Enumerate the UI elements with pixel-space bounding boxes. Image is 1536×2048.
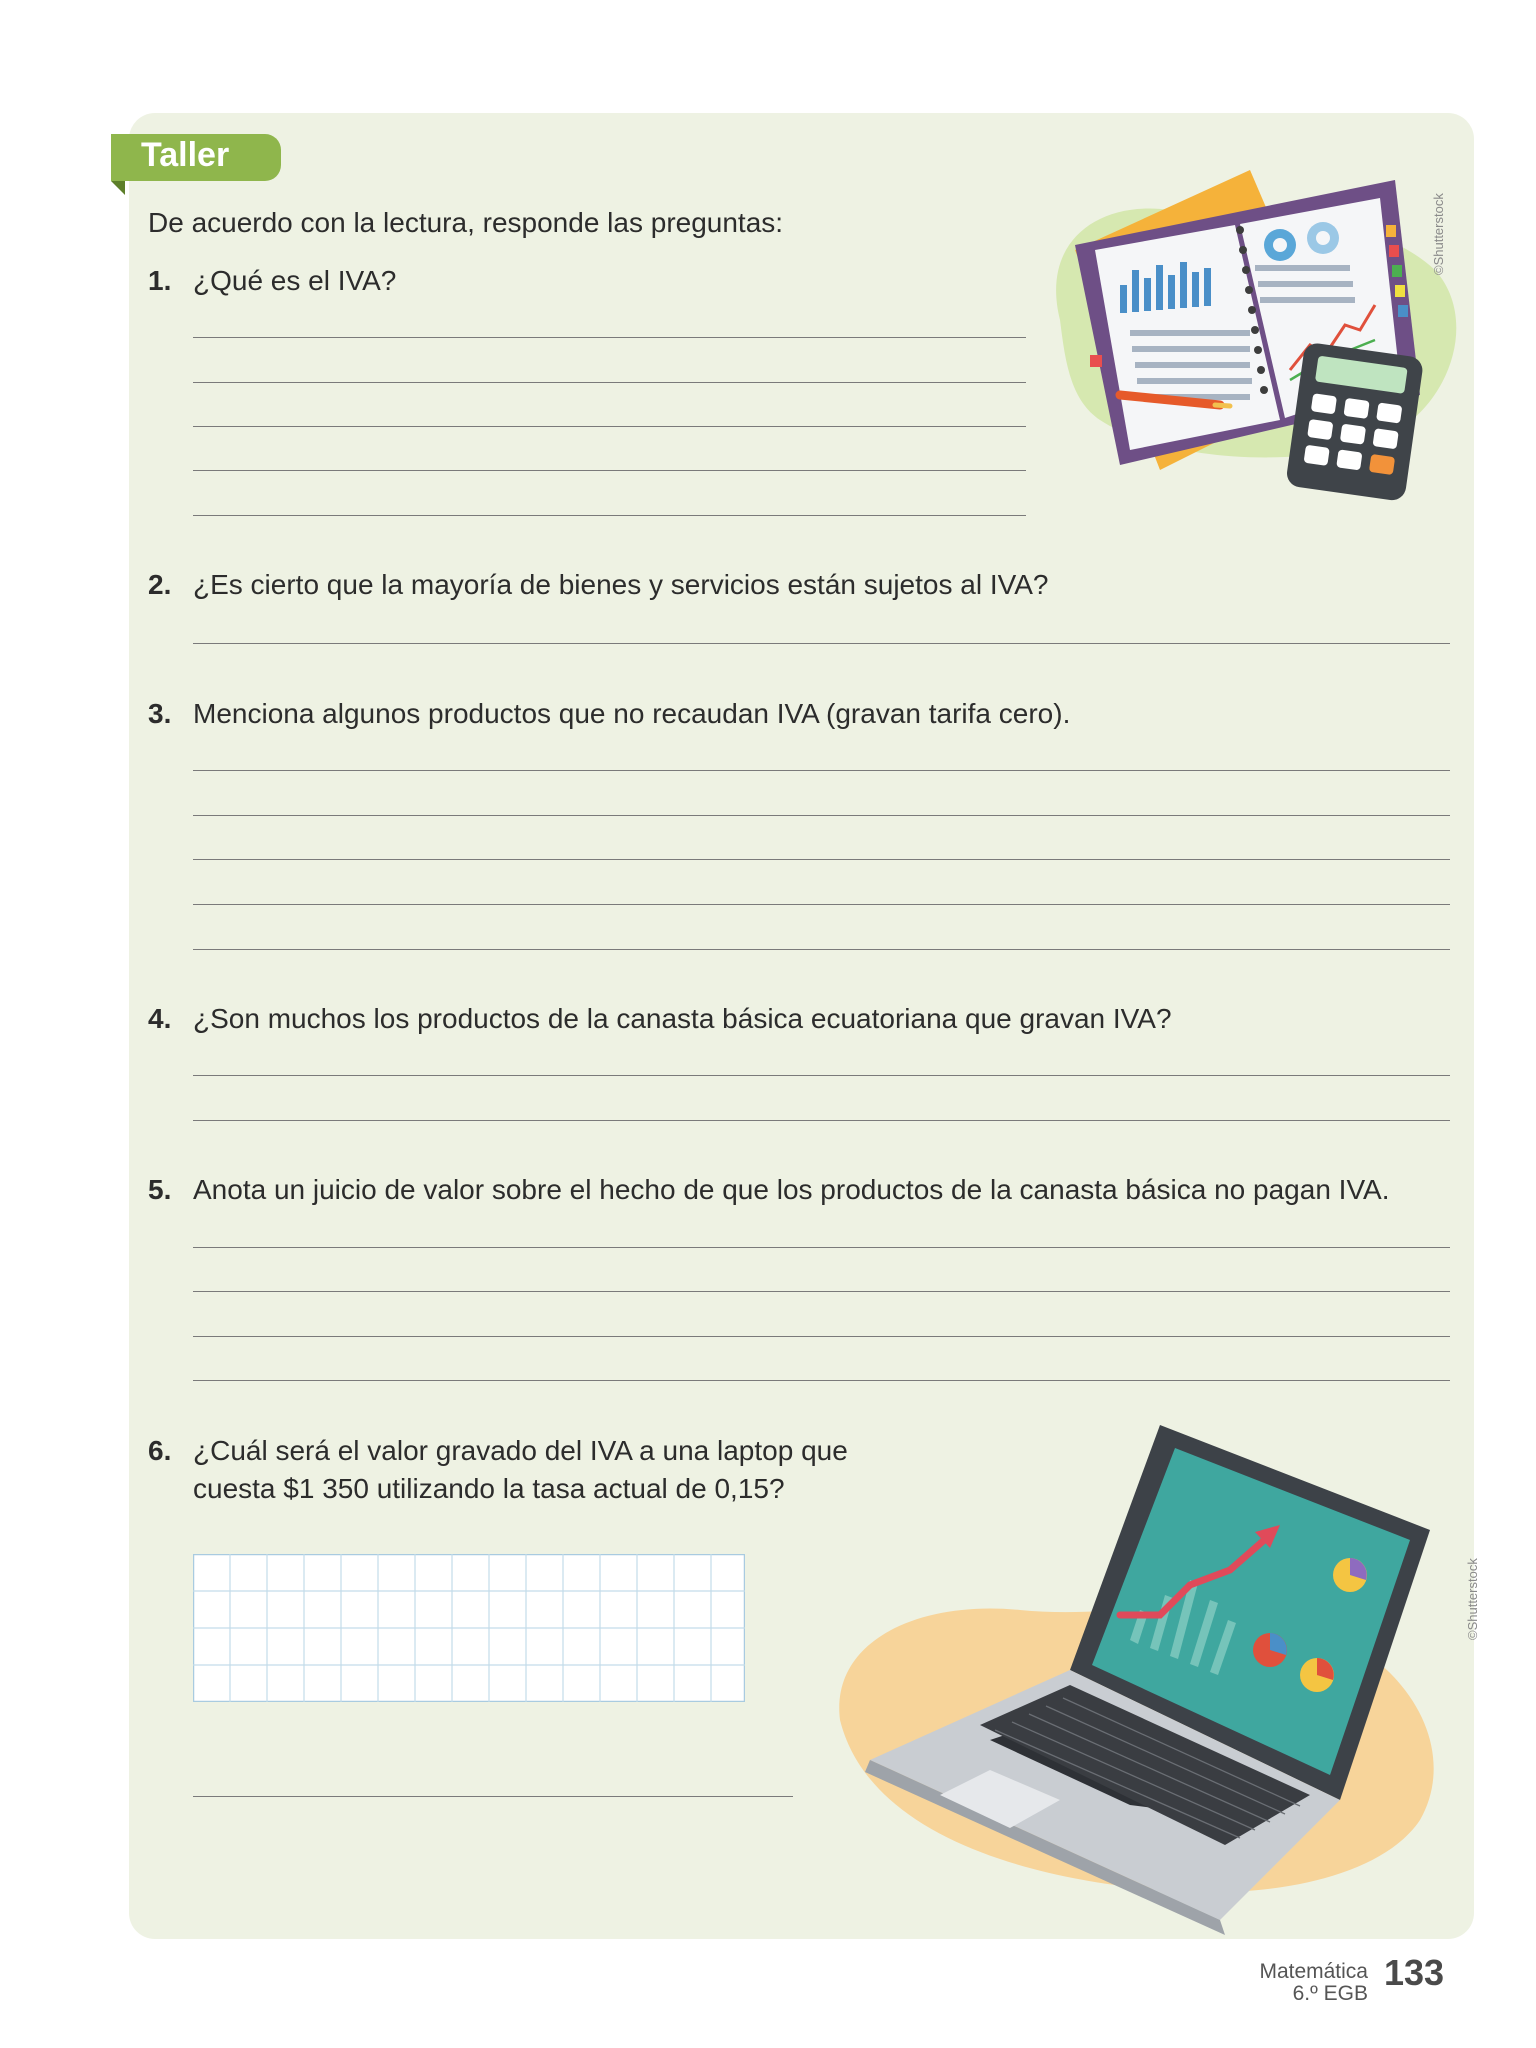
instructions: De acuerdo con la lectura, responde las preguntas: [148,207,784,238]
answer-line[interactable] [193,859,1450,860]
answer-line[interactable] [193,949,1450,950]
question-text: Menciona algunos productos que no recaudan IVA (gravan tarifa cero). [193,698,1071,729]
answer-line[interactable] [193,515,1026,516]
question-number: 1. [148,265,172,296]
answer-line[interactable] [193,1291,1450,1292]
question-number: 2. [148,569,172,600]
taller-tag-label: Taller [141,136,230,174]
question-text: ¿Son muchos los productos de la canasta básica ecuatoriana que gravan IVA? [193,1003,1172,1034]
question-text-line-2: cuesta $1 350 utilizando la tasa actual de 0,15? [193,1473,785,1504]
answer-line[interactable] [193,1336,1450,1337]
calculation-grid[interactable] [193,1554,745,1702]
image-credit: ©Shutterstock [1465,1558,1480,1640]
answer-line[interactable] [193,1075,1450,1076]
footer-subject: Matemática [1259,1960,1368,1983]
answer-line[interactable] [193,643,1450,644]
answer-line[interactable] [193,815,1450,816]
answer-line[interactable] [193,470,1026,471]
page-number: 133 [1384,1952,1445,1993]
question-text: Anota un juicio de valor sobre el hecho de que los productos de la canasta básica no pagan IVA. [193,1174,1390,1205]
answer-line[interactable] [193,426,1026,427]
answer-line[interactable] [193,337,1026,338]
question-number: 4. [148,1003,172,1034]
laptop-chart-illustration [830,1420,1470,1940]
answer-line[interactable] [193,1247,1450,1248]
notebook-calculator-illustration [1040,150,1460,510]
answer-line[interactable] [193,904,1450,905]
answer-line[interactable] [193,1796,793,1797]
question-number: 3. [148,698,172,729]
answer-line[interactable] [193,770,1450,771]
taller-tag-fold [111,181,125,195]
image-credit: ©Shutterstock [1431,193,1446,275]
question-text: ¿Qué es el IVA? [193,265,397,296]
question-text-line-1: ¿Cuál será el valor gravado del IVA a una laptop que [193,1435,848,1466]
answer-line[interactable] [193,1380,1450,1381]
answer-line[interactable] [193,382,1026,383]
question-number: 5. [148,1174,172,1205]
answer-line[interactable] [193,1120,1450,1121]
question-number: 6. [148,1435,172,1466]
footer-grade: 6.º EGB [1292,1982,1368,2005]
question-text: ¿Es cierto que la mayoría de bienes y servicios están sujetos al IVA? [193,569,1049,600]
